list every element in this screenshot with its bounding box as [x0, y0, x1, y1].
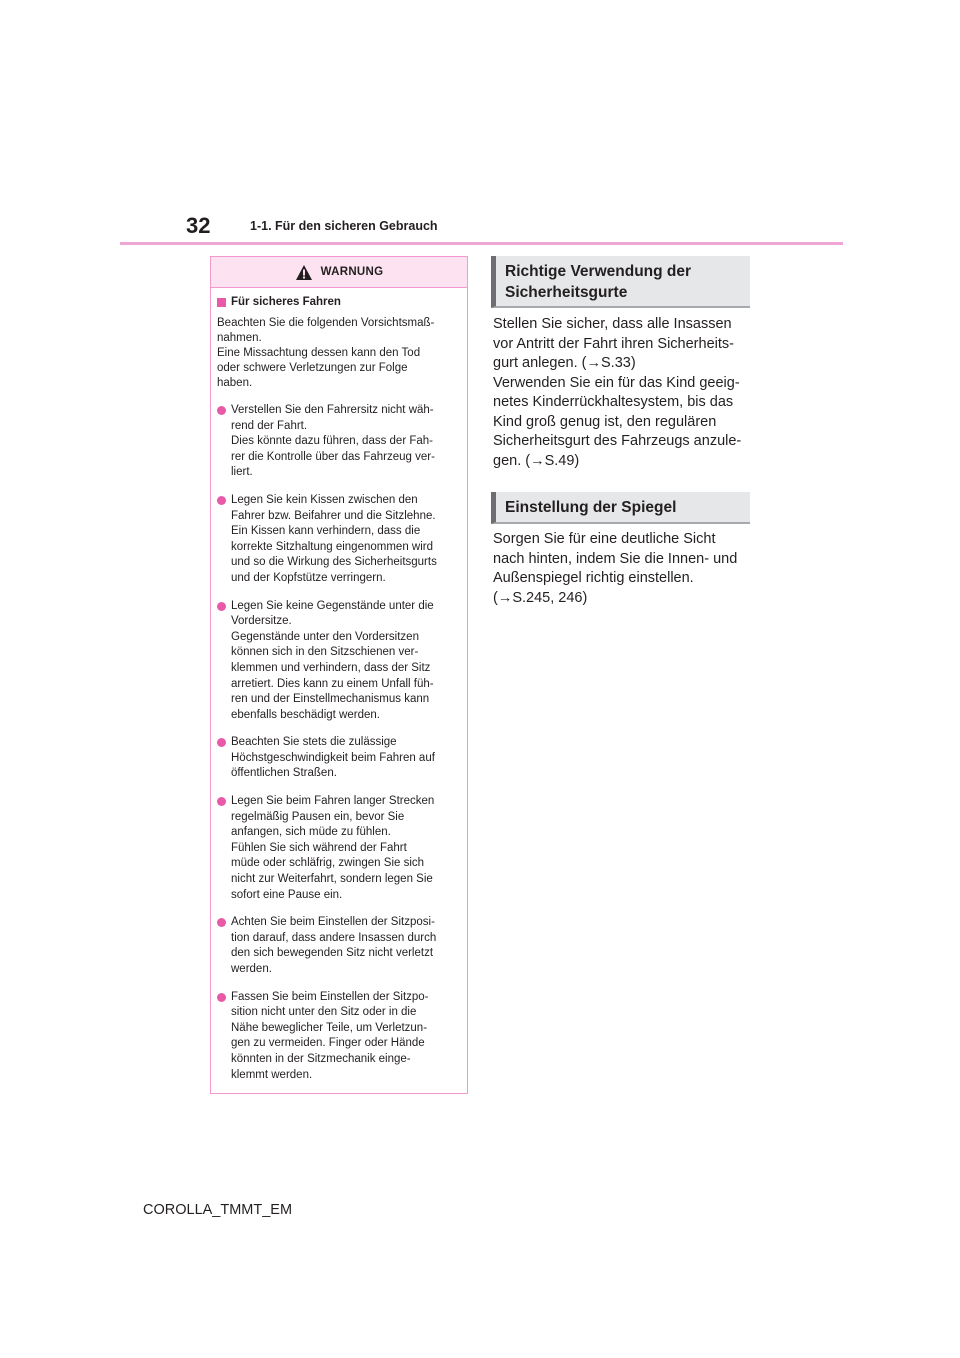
- warning-item: [217, 599, 459, 724]
- warning-item-text: Fassen Sie beim Einstellen der Sitzpo- sition nicht unter den Sitz oder in die Nähe beweglicher Teile, um Verletzun- gen zu vermeiden. Finger oder Hände könnten in der Sitzmechanik einge- klemmt werden.: [231, 990, 429, 1081]
- footer-model-code: COROLLA_TMMT_EM: [143, 1202, 293, 1218]
- section-title: 1-1. Für den sicheren Gebrauch: [250, 219, 438, 233]
- warning-item-text: Verstellen Sie den Fahrersitz nicht wäh- rend der Fahrt. Dies könnte dazu führen, dass der Fah- rer die Kontrolle über das Fahrzeug ver- liert.: [231, 404, 435, 479]
- dot-bullet-icon: [217, 918, 226, 927]
- page-number: 32: [186, 213, 211, 238]
- warning-item-text: Achten Sie beim Einstellen der Sitzposi- tion darauf, dass andere Insassen durch den sich bewegenden Sitz nicht verletzt werden.: [231, 916, 437, 975]
- dot-bullet-icon: [217, 797, 226, 806]
- dot-bullet-icon: [217, 406, 226, 415]
- warning-item: [217, 915, 459, 977]
- dot-bullet-icon: [217, 993, 226, 1002]
- warning-title: WARNUNG: [320, 266, 384, 278]
- warning-header: [211, 257, 467, 288]
- warning-item-text: Legen Sie keine Gegenstände unter die Vordersitze. Gegenstände unter den Vordersitzen können sich in den Sitzschienen ver- klemmen und verhindern, dass der Sitz arretiert. Dies kann zu einem Unfall füh- ren und der Einstellmechanismus kann ebenfalls beschädigt werden.: [231, 599, 434, 721]
- square-bullet-icon: [217, 298, 226, 307]
- warning-item: [217, 493, 459, 587]
- warning-subheading-text: Für sicheres Fahren: [231, 296, 341, 308]
- warning-subheading: [217, 295, 459, 310]
- warning-item: [217, 735, 459, 782]
- warning-item-text: Legen Sie beim Fahren langer Strecken regelmäßig Pausen ein, bevor Sie anfangen, sich müde zu fühlen. Fühlen Sie sich während der Fahrt müde oder schläfrig, zwingen Sie sich nicht zur Weiterfahrt, sondern legen Sie sofort eine Pause ein.: [231, 795, 435, 901]
- warning-item: [217, 403, 459, 481]
- dot-bullet-icon: [217, 602, 226, 611]
- warning-intro: Beachten Sie die folgenden Vorsichtsmaß- nahmen. Eine Missachtung dessen kann den Tod oder schwere Verletzungen zur Folge haben.: [217, 317, 435, 389]
- warning-box: [210, 256, 468, 1094]
- section-body-mirrors: Sorgen Sie für eine deutliche Sicht nach hinten, indem Sie die Innen- und Außenspiegel richtig einstellen. (→S.245, 246): [493, 531, 738, 606]
- warning-triangle-icon: [295, 264, 313, 281]
- section-heading-seatbelts: Richtige Verwendung der Sicherheitsgurte: [491, 256, 750, 308]
- warning-item: [217, 794, 459, 903]
- dot-bullet-icon: [217, 738, 226, 747]
- warning-item-text: Beachten Sie stets die zulässige Höchstgeschwindigkeit beim Fahren auf öffentlichen Straßen.: [231, 736, 435, 780]
- warning-item: [217, 990, 459, 1084]
- section-heading-mirrors: Einstellung der Spiegel: [491, 492, 750, 524]
- warning-body: [211, 288, 467, 1083]
- header-divider: [120, 242, 843, 245]
- dot-bullet-icon: [217, 496, 226, 505]
- section-body-seatbelts: Stellen Sie sicher, dass alle Insassen vor Antritt der Fahrt ihren Sicherheits- gurt anlegen. (→S.33) Verwenden Sie ein für das Kind geeig- netes Kinderrückhaltesystem, bis das Kind groß genug ist, den regulären Sicherheitsgurt des Fahrzeugs anzule- gen. (→S.49): [493, 316, 742, 469]
- warning-item-text: Legen Sie kein Kissen zwischen den Fahrer bzw. Beifahrer und die Sitzlehne. Ein Kissen kann verhindern, dass die korrekte Sitzhaltung eingenommen wird und so die Wirkung des Sicherheitsgurts und der Kopfstütze verringern.: [231, 493, 437, 584]
